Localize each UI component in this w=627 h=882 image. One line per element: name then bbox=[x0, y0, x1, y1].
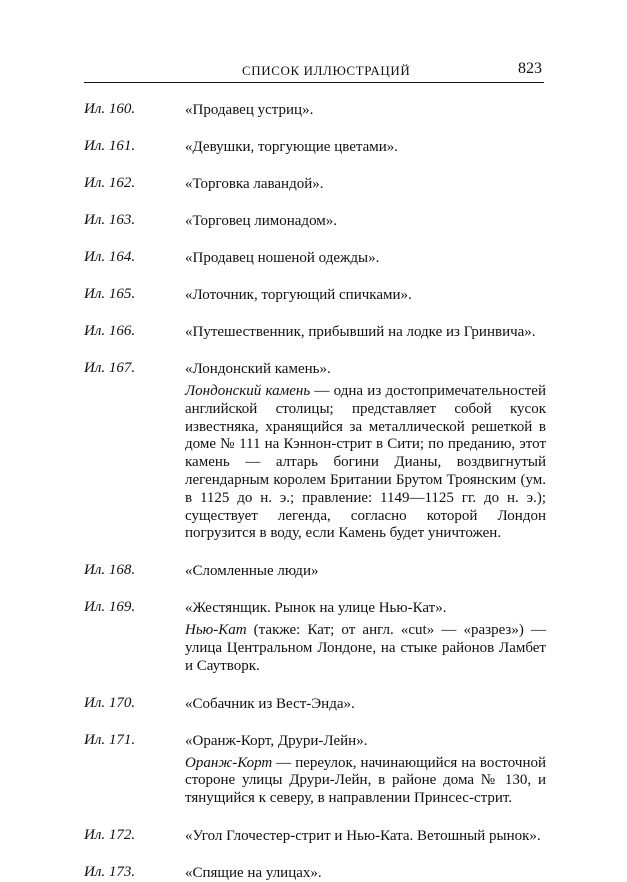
entry-label: Ил. 170. bbox=[84, 694, 136, 711]
list-entry bbox=[84, 827, 546, 845]
entry-title: «Продавец ношеной одежды». bbox=[185, 250, 380, 266]
entry-note bbox=[185, 383, 546, 543]
entry-title: «Путешественник, прибывший на лодке из Гринвича». bbox=[185, 324, 536, 340]
entry-label: Ил. 169. bbox=[84, 599, 136, 616]
list-entry bbox=[84, 864, 546, 882]
entry-label: Ил. 160. bbox=[84, 101, 136, 117]
list-entry bbox=[84, 286, 546, 304]
illustration-list bbox=[84, 101, 546, 882]
note-text: — переулок, начинающийся на восточной стороне улицы Друри-Лейн, в районе дома № 130, и тянущийся к северу, в направлении Принсес-стрит. bbox=[185, 754, 546, 807]
entry-label: Ил. 165. bbox=[84, 286, 136, 302]
entry-title: «Торговец лимонадом». bbox=[185, 213, 338, 229]
note-text: — одна из достопримечательностей английской столицы; представляет собой кусок известняка, хранящийся за металлической решеткой в доме № 111 на Кэннон-стрит в Сити; по преданию, этот камень — алтарь богини Дианы, воздвигнутый легендарным королем Британии Брутом Троянским (ум. в 1125 до н. э.; правление: 1149—1125 гг. до н. э.); существует легенда, согласно которой Лондон погрузится в воду, если Камень будет уничтожен. bbox=[185, 383, 546, 542]
list-entry bbox=[84, 101, 546, 119]
entry-title: «Торговка лавандой». bbox=[185, 176, 324, 192]
list-entry bbox=[84, 323, 546, 341]
running-head bbox=[84, 53, 544, 83]
list-entry bbox=[84, 562, 546, 580]
entry-title: «Девушки, торгующие цветами». bbox=[185, 139, 399, 155]
note-term: Нью-Кат bbox=[185, 622, 247, 639]
entry-title: «Оранж-Корт, Друри-Лейн». bbox=[185, 732, 368, 749]
entry-label: Ил. 167. bbox=[84, 360, 136, 376]
entry-label: Ил. 164. bbox=[84, 249, 136, 265]
page-number: 823 bbox=[518, 60, 542, 77]
entry-title: «Жестянщик. Рынок на улице Нью-Кат». bbox=[185, 600, 447, 617]
entry-label: Ил. 163. bbox=[84, 212, 136, 228]
list-entry bbox=[84, 599, 546, 675]
entry-label: Ил. 173. bbox=[84, 863, 136, 880]
entry-note bbox=[185, 622, 546, 675]
running-title: СПИСОК ИЛЛЮСТРАЦИЙ bbox=[242, 63, 411, 78]
header-rule bbox=[84, 82, 544, 83]
entry-title: «Продавец устриц». bbox=[185, 102, 314, 118]
entry-title: «Сломленные люди» bbox=[185, 563, 319, 580]
entry-title: «Лоточник, торгующий спичками». bbox=[185, 287, 412, 303]
list-entry bbox=[84, 695, 546, 713]
entry-title: «Собачник из Вест-Энда». bbox=[185, 695, 355, 712]
list-entry bbox=[84, 732, 546, 808]
entry-label: Ил. 166. bbox=[84, 323, 136, 339]
list-entry bbox=[84, 175, 546, 193]
entry-title: «Лондонский камень». bbox=[185, 361, 331, 377]
entry-title: «Спящие на улицах». bbox=[185, 864, 322, 881]
entry-label: Ил. 171. bbox=[84, 731, 136, 748]
note-term: Оранж-Корт bbox=[185, 754, 273, 771]
entry-title: «Угол Глочестер-стрит и Нью-Ката. Ветошный рынок». bbox=[185, 827, 541, 844]
list-entry bbox=[84, 249, 546, 267]
list-entry bbox=[84, 138, 546, 156]
entry-label: Ил. 172. bbox=[84, 826, 136, 843]
list-entry bbox=[84, 212, 546, 230]
list-entry bbox=[84, 360, 546, 543]
note-text: (также: Кат; от англ. «cut» — «разрез») — улица Центральном Лондоне, на стыке районов Ламбет и Саутворк. bbox=[185, 622, 546, 674]
entry-label: Ил. 168. bbox=[84, 562, 136, 579]
entry-label: Ил. 162. bbox=[84, 175, 136, 191]
entry-label: Ил. 161. bbox=[84, 138, 136, 154]
note-term: Лондонский камень bbox=[185, 383, 311, 399]
